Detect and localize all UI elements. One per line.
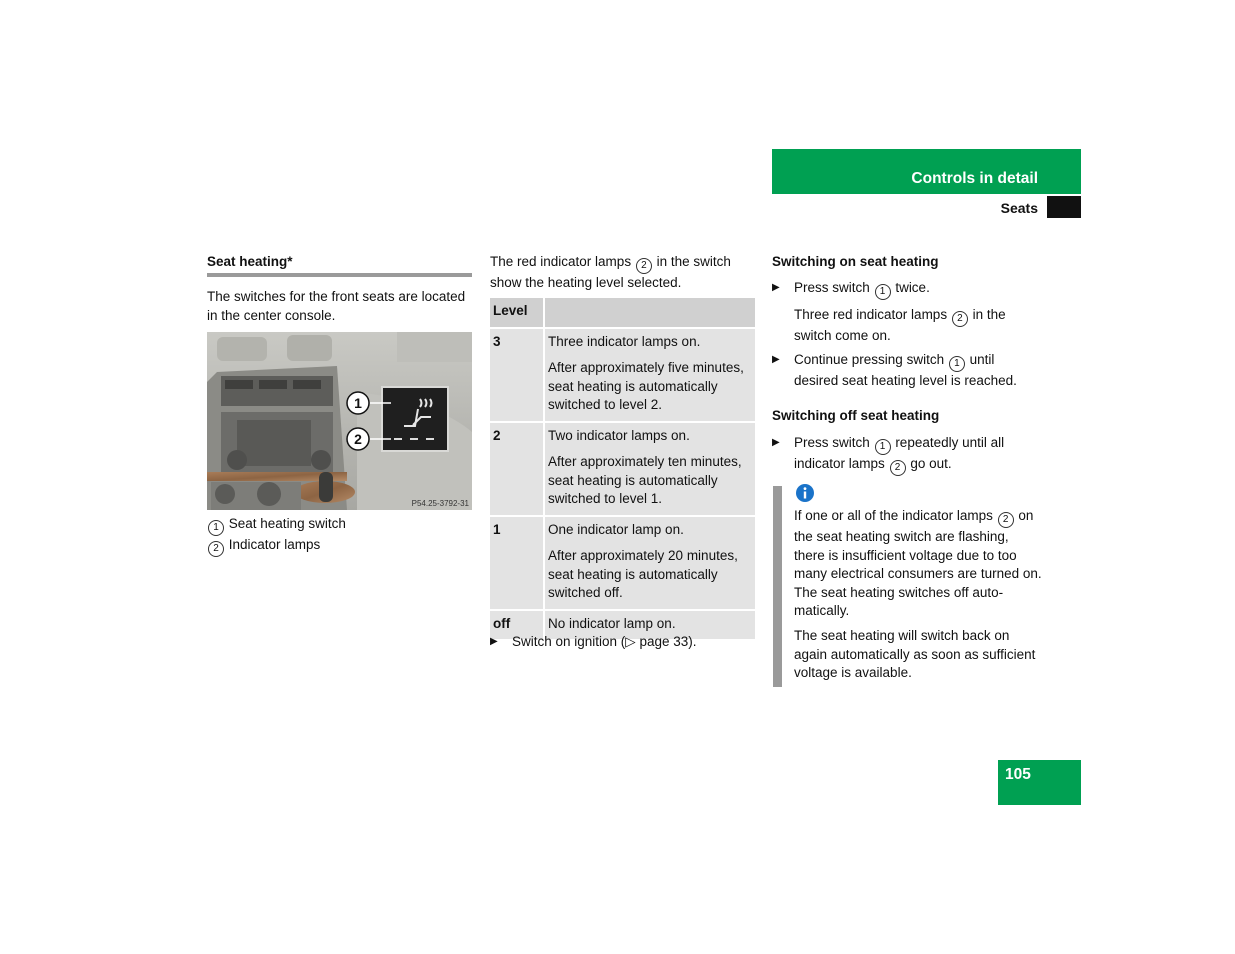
table-row: 3 Three indicator lamps on. After approximately five minutes, seat heating is automatically switched to level 2.	[490, 328, 755, 422]
heading-rule	[207, 273, 472, 277]
note-paragraph-2: The seat heating will switch back on again automatically as soon as sufficient voltage is available.	[794, 628, 1036, 680]
step-press-repeatedly: ▶ Press switch 1 repeatedly until all indicator lamps 2 go out.	[772, 434, 1042, 476]
triangle-right-icon: ▶	[772, 437, 780, 448]
triangle-right-icon: ▶	[772, 282, 780, 293]
heating-level-table	[490, 298, 755, 641]
subsection-header	[772, 196, 1081, 218]
center-console-figure	[207, 332, 472, 510]
page-number-box	[998, 760, 1081, 805]
callout-legend	[207, 515, 472, 557]
table-intro: The red indicator lamps 2 in the switch show the heating level selected.	[490, 254, 731, 290]
heading-switching-on: Switching on seat heating	[772, 254, 939, 269]
section-title: Controls in detail	[911, 170, 1038, 187]
step-press-twice: ▶ Press switch 1 twice.	[772, 279, 1042, 300]
svg-text:1: 1	[354, 395, 362, 411]
step-ignition: ▶ Switch on ignition (▷ page 33).	[490, 633, 755, 652]
page-number: 105	[1005, 766, 1031, 783]
table-row: 1 One indicator lamp on. After approximately 20 minutes, seat heating is automatically switched off.	[490, 516, 755, 610]
figure-code: P54.25-3792-31	[411, 499, 469, 508]
intro-paragraph: The switches for the front seats are located in the center console.	[207, 289, 466, 323]
note-bar	[773, 486, 782, 687]
info-icon	[796, 484, 814, 502]
section-header-bar	[772, 149, 1081, 194]
result-lamps-on: Three red indicator lamps 2 in the switch come on.	[794, 307, 1006, 343]
table-row: 2 Two indicator lamps on. After approximately ten minutes, seat heating is automatically switched to level 1.	[490, 422, 755, 516]
note-paragraph-1: If one or all of the indicator lamps 2 on the seat heating switch are flashing, there is insufficient voltage due to too many electrical consumers are turned on. The seat heating switches off auto-matically.	[794, 508, 1042, 618]
triangle-right-icon: ▶	[490, 636, 498, 647]
subsection-marker	[1047, 196, 1081, 218]
table-row: off No indicator lamp on.	[490, 610, 755, 641]
heading-seat-heating: Seat heating*	[207, 254, 293, 269]
step-continue-pressing: ▶ Continue pressing switch 1 until desired seat heating level is reached.	[772, 351, 1042, 391]
table-header-row: Level	[490, 298, 755, 328]
subsection-title: Seats	[1000, 200, 1038, 216]
svg-text:2: 2	[354, 431, 362, 447]
legend-item-2: 2 Indicator lamps	[207, 536, 472, 557]
legend-item-1: 1 Seat heating switch	[207, 515, 472, 536]
triangle-right-icon: ▶	[772, 354, 780, 365]
heading-switching-off: Switching off seat heating	[772, 408, 940, 423]
